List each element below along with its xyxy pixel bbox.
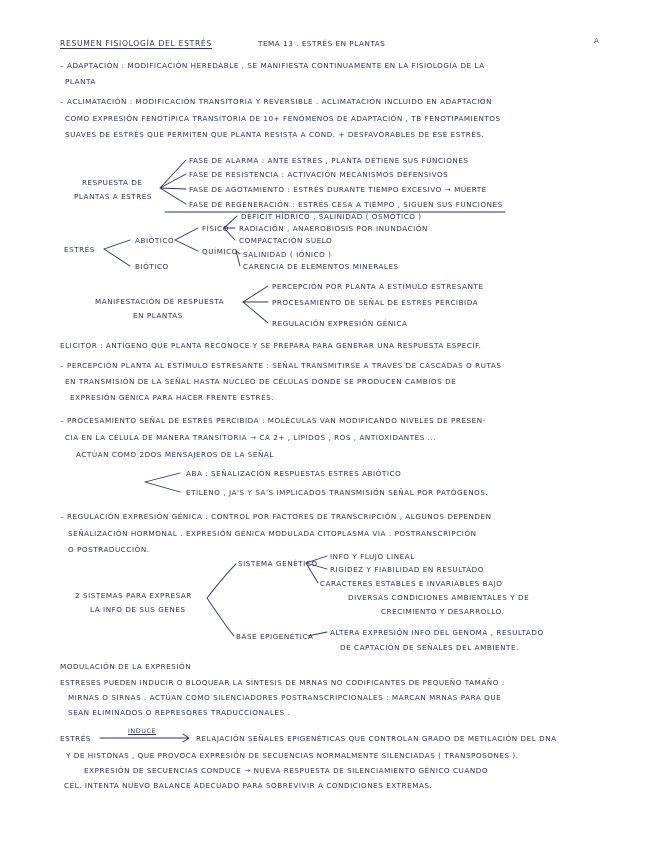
aclimatacion-line-3: SUAVES DE ESTRÉS QUE PERMITEN QUE PLANTA RESISTA A COND. + DESFAVORABLES DE ESE ESTRÉS. [65,130,485,139]
induce-arrow-head [183,734,189,742]
page-title: RESUMEN FISIOLOGÍA DEL ESTRÉS [60,39,212,48]
quimico-label: QUÍMICO [202,247,238,256]
fase-regeneracion: FASE DE REGENERACIÓN : ESTRÉS CESA A TIEMPO , SIGUEN SUS FUNCIONES [189,200,503,209]
sistemas-root-line-2: LA INFO DE SUS GENES [90,605,186,614]
adaptacion-line-2: PLANTA [65,77,96,86]
regulacion-line-1: – REGULACIÓN EXPRESIÓN GÉNICA : CONTROL POR FACTORES DE TRANSCRIPCIÓN , ALGUNOS DEPENDEN [60,512,492,521]
procesamiento-line-3: ACTÚAN COMO 2DOS MENSAJEROS DE LA SEÑAL [76,450,274,459]
respuesta-root-line-1: RESPUESTA DE [82,178,143,187]
estres-induce-line-1: RELAJACIÓN SEÑALES EPIGENÉTICAS QUE CONTROLAN GRADO DE METILACIÓN DEL DNA [196,734,557,743]
genetico-item-3: CARACTERES ESTABLES E INVARIABLES BAJO [320,579,503,588]
sistema-genetico-label: SISTEMA GENÉTICO [238,559,318,568]
sistemas-branch-epigenetica [207,598,234,636]
manifestacion-regulacion: REGULACIÓN EXPRESIÓN GÉNICA [272,319,408,328]
epigenetica-item-1: ALTERA EXPRESIÓN INFO DEL GENOMA , RESULTADO [330,628,544,637]
genetico-item-5: CRECIMIENTO Y DESARROLLO. [381,607,505,616]
abiotico-branch-fisico [175,228,198,240]
modulacion-heading: MODULACIÓN DE LA EXPRESIÓN [60,662,192,671]
procesamiento-branch-aba [145,473,180,482]
procesamiento-branch-etileno [145,482,180,492]
regulacion-line-3: O POSTRADUCCIÓN. [68,545,150,554]
biotico-label: BIÓTICO [135,262,169,271]
page-number: A [594,37,600,45]
respuesta-branch-agotamiento [160,188,186,189]
procesamiento-aba: ABA : SEÑALIZACIÓN RESPUESTAS ESTRÉS ABIÓTICO [186,469,402,478]
percepcion-line-1: – PERCEPCIÓN PLANTA AL ESTÍMULO ESTRESANTE : SEÑAL TRANSMITIRSE A TRAVÉS DE CASCADAS O RUTAS [60,361,502,370]
sistemas-branch-genetico [207,564,236,598]
modulacion-line-2: MIRNAS O SIRNAS . ACTÚAN COMO SILENCIADORES POSTRANSCRIPCIONALES : MARCAN MRNAS PARA QUE [68,693,502,702]
manifestacion-percepcion: PERCEPCIÓN POR PLANTA A ESTÍMULO ESTRESANTE [272,282,484,291]
respuesta-branch-regeneracion [160,188,186,204]
respuesta-branch-alarma [160,160,186,188]
estres-root: ESTRÉS [64,245,95,254]
sistemas-root-line-1: 2 SISTEMAS PARA EXPRESAR [75,591,192,600]
elicitor-line: ELICITOR : ANTÍGENO QUE PLANTA RECONOCE Y SE PREPARA PARA GENERAR UNA RESPUESTA ESPECÍF. [60,341,482,350]
fisico-item-deficit: DÉFICIT HÍDRICO , SALINIDAD ( OSMÓTICO ) [241,212,422,221]
quimico-item-salinidad: SALINIDAD ( IÓNICO ) [243,250,332,259]
regulacion-line-2: SEÑALIZACIÓN HORMONAL . EXPRESIÓN GÉNICA MODULADA CITOPLASMA VÍA : POSTRANSCRIPCIÓN [68,529,477,538]
manifestacion-procesamiento: PROCESAMIENTO DE SEÑAL DE ESTRÉS PERCIBIDA [272,298,479,307]
estres-induce-line-3: EXPRESIÓN DE SECUENCIAS CONDUCE → NUEVA RESPUESTA DE SILENCIAMIENTO GÉNICO CUANDO [84,766,489,775]
topic-label: TEMA 13 . ESTRÉS EN PLANTAS [258,39,386,48]
modulacion-line-3: SEAN ELIMINADOS O REPRESORES TRADUCCIONALES . [68,708,291,717]
percepcion-line-3: EXPRESIÓN GÉNICA PARA HACER FRENTE ESTRÉS. [70,393,275,402]
percepcion-line-2: EN TRANSMISIÓN DE LA SEÑAL HASTA NÚCLEO DE CÉLULAS DONDE SE PRODUCEN CAMBIOS DE [65,377,457,386]
fase-agotamiento: FASE DE AGOTAMIENTO : ESTRÉS DURANTE TIEMPO EXCESIVO → MUERTE [189,185,487,194]
fisico-label: FÍSICO [202,224,229,233]
abiotico-branch-quimico [175,240,198,251]
respuesta-branch-resistencia [160,174,186,188]
genetico-item-2: RIGIDEZ Y FIABILIDAD EN RESULTADO [330,565,484,574]
estres-induce-line-4: CÉL. INTENTA NUEVO BALANCE ADECUADO PARA SOBREVIVIR A CONDICIONES EXTREMAS. [64,781,433,790]
estres-branch-abiotico [104,240,130,249]
estres-branch-biotico [104,249,130,266]
fisico-item-compactacion: COMPACTACIÓN SUELO [239,236,333,245]
estres-induce-line-2: Y DE HISTONAS , QUE PROVOCA EXPRESIÓN DE SECUENCIAS NORMALMENTE SILENCIADAS ( TRANSPOSONES ). [66,751,519,760]
fase-resistencia: FASE DE RESISTENCIA : ACTIVACIÓN MECANISMOS DEFENSIVOS [189,170,449,179]
genetico-item-4: DIVERSAS CONDICIONES AMBIENTALES Y DE [348,593,530,602]
respuesta-root-line-2: PLANTAS A ESTRÉS [74,192,152,201]
genetico-item-1: INFO Y FLUJO LINEAL [330,552,415,561]
manifestacion-branch-1 [243,286,268,302]
quimico-item-carencia: CARENCIA DE ELEMENTOS MINERALES [243,262,399,271]
manifestacion-root-line-2: EN PLANTAS [133,311,183,320]
adaptacion-line-1: – ADAPTACIÓN : MODIFICACIÓN HEREDABLE , SE MANIFIESTA CONTINUAMENTE EN LA FISIOLOGÍA DE LA [60,61,485,70]
manifestacion-root-line-1: MANIFESTACIÓN DE RESPUESTA [95,297,225,306]
epigenetica-item-2: DE CAPTACIÓN DE SEÑALES DEL AMBIENTE. [340,643,519,652]
estres-induce-label: ESTRÉS [60,734,91,743]
abiotico-label: ABIÓTICO [135,236,175,245]
fase-alarma: FASE DE ALARMA : ANTE ESTRÉS , PLANTA DETIENE SUS FUNCIONES [189,156,469,165]
procesamiento-etileno: ETILENO , JA'S Y SA'S IMPLICADOS TRANSMISIÓN SEÑAL POR PATÓGENOS. [186,488,489,497]
aclimatacion-line-1: – ACLIMATACIÓN : MODIFICACIÓN TRANSITORIA Y REVERSIBLE . ACLIMATACIÓN INCLUIDO EN ADAPTACIÓN [60,97,493,106]
fisico-item-radiacion: RADIACIÓN , ANAEROBIOSIS POR INUNDACIÓN [239,224,428,233]
procesamiento-line-2: CIA EN LA CÉLULA DE MANERA TRANSITORIA → CA 2+ , LÍPIDOS , ROS , ANTIOXIDANTES ... [65,433,437,442]
procesamiento-line-1: – PROCESAMIENTO SEÑAL DE ESTRÉS PERCIBIDA : MOLÉCULAS VAN MODIFICANDO NIVELES DE PRESEN- [60,416,486,425]
modulacion-line-1: ESTRESES PUEDEN INDUCIR O BLOQUEAR LA SÍNTESIS DE MRNAS NO CODIFICANTES DE PEQUEÑO TAMAÑO : [60,678,505,687]
manifestacion-branch-3 [243,302,268,323]
base-epigenetica-label: BASE EPIGENÉTICA [236,632,314,641]
aclimatacion-line-2: COMO EXPRESIÓN FENOTÍPICA TRANSITORIA DE 10+ FENÓMENOS DE ADAPTACIÓN , TB FENOTIPAMIENTOS [65,114,501,123]
induce-arrow-label: INDUCE [128,727,157,735]
